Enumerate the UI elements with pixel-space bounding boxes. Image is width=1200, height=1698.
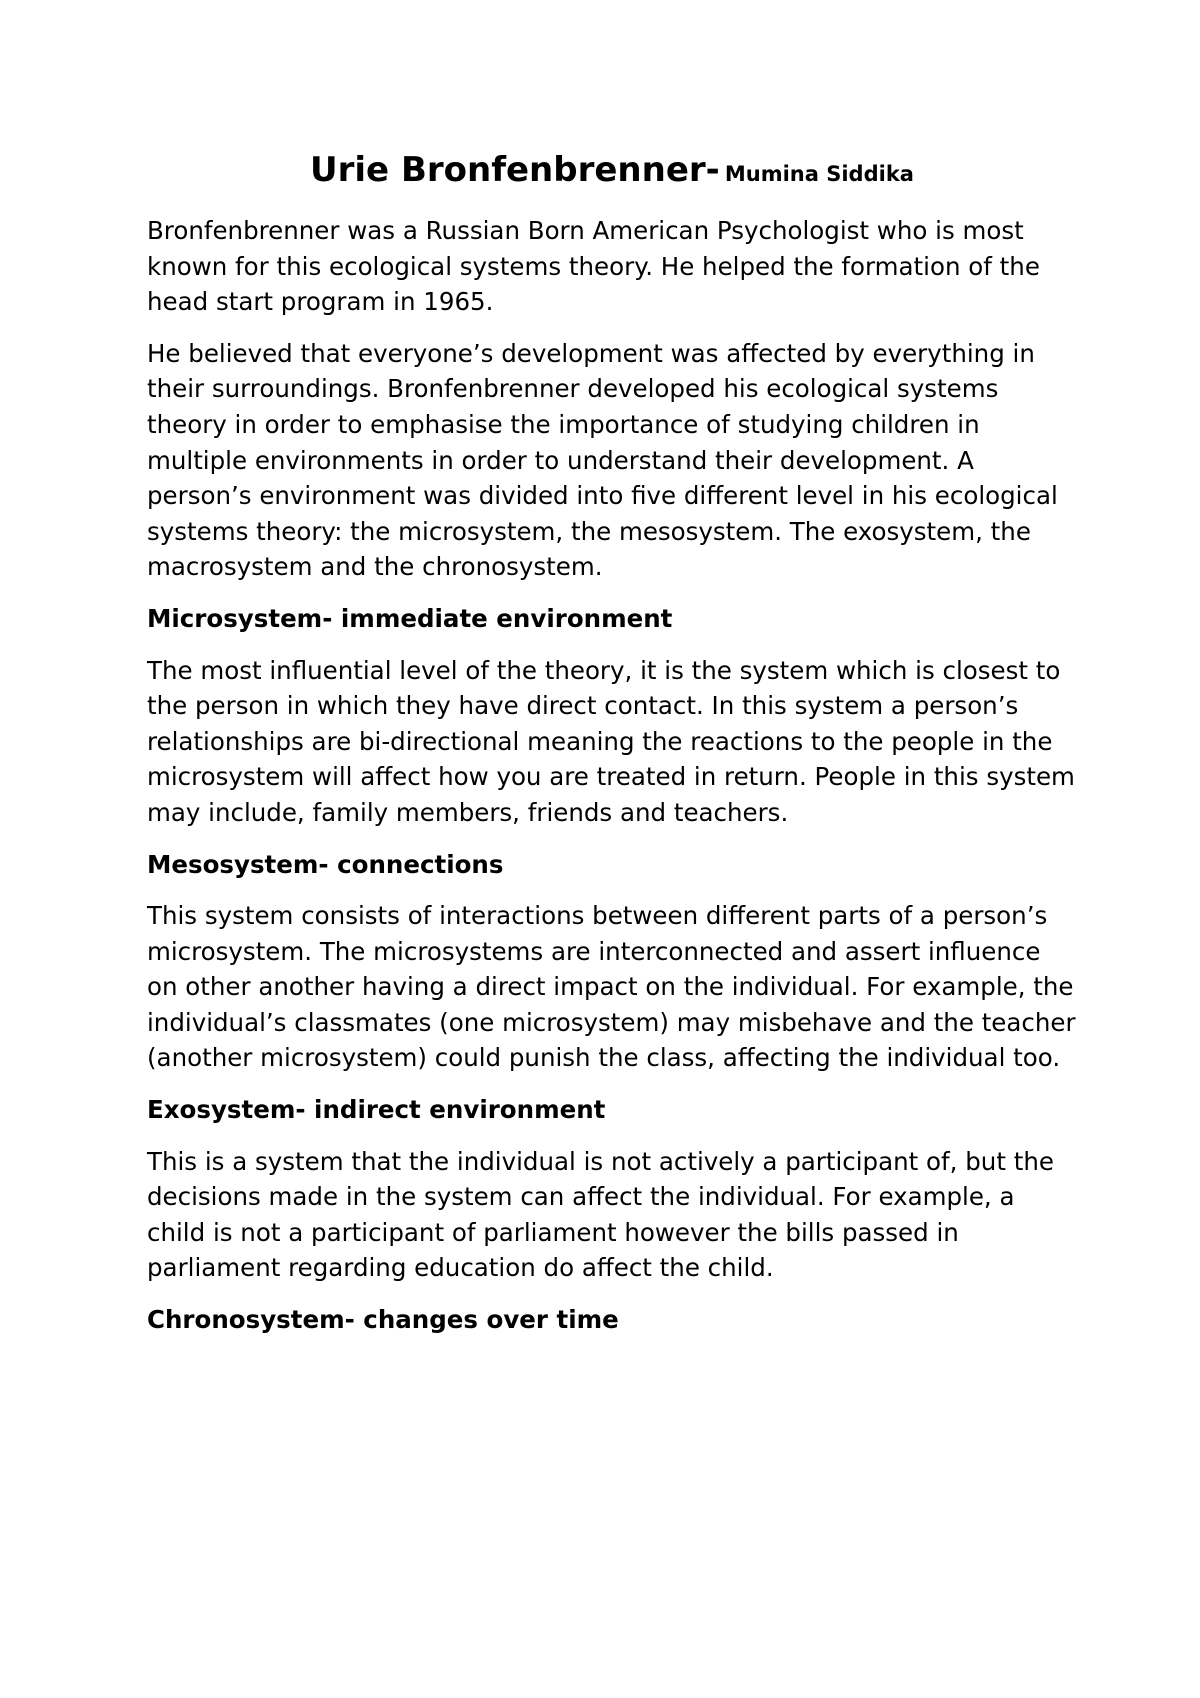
exosystem-paragraph: This is a system that the individual is not actively a participant of, but the decisions made in the system can affect the individual. For example, a child is not a participant of parliament however the bills passed in parliament regarding education do affect the child.	[147, 1146, 1054, 1283]
mesosystem-paragraph: This system consists of interactions between different parts of a person’s microsystem. The microsystems are interconnected and assert influence on other another having a direct impact on the individual. For example, the individual’s classmates (one microsystem) may misbehave and the teacher (another microsystem) could punish the class, affecting the individual too.	[147, 901, 1076, 1073]
mesosystem-heading: Mesosystem- connections	[147, 849, 504, 879]
title-text: Urie Bronfenbrenner-	[310, 150, 720, 190]
microsystem-paragraph: The most influential level of the theory, it is the system which is closest to the person in which they have direct contact. In this system a person’s relationships are bi-directional meaning the reactions to the people in the microsystem will affect how you are treated in return. People in this system may include, family members, friends and teachers.	[147, 655, 1075, 827]
intro-paragraph-2: He believed that everyone’s development was affected by everything in their surroundings. Bronfenbrenner developed his ecological systems theory in order to emphasise the importance of studying children in multiple environments in order to understand their development. A person’s environment was divided into five different level in his ecological systems theory: the microsystem, the mesosystem. The exosystem, the macrosystem and the chronosystem.	[147, 338, 1058, 582]
author-name: Mumina Siddika	[724, 162, 914, 186]
chronosystem-heading: Chronosystem- changes over time	[147, 1305, 619, 1335]
microsystem-heading: Microsystem- immediate environment	[147, 603, 673, 633]
document-title	[147, 150, 1077, 196]
document-page	[147, 150, 1077, 1354]
exosystem-heading: Exosystem- indirect environment	[147, 1095, 606, 1125]
intro-paragraph-1: Bronfenbrenner was a Russian Born American Psychologist who is most known for this ecological systems theory. He helped the formation of the head start program in 1965.	[147, 216, 1040, 317]
